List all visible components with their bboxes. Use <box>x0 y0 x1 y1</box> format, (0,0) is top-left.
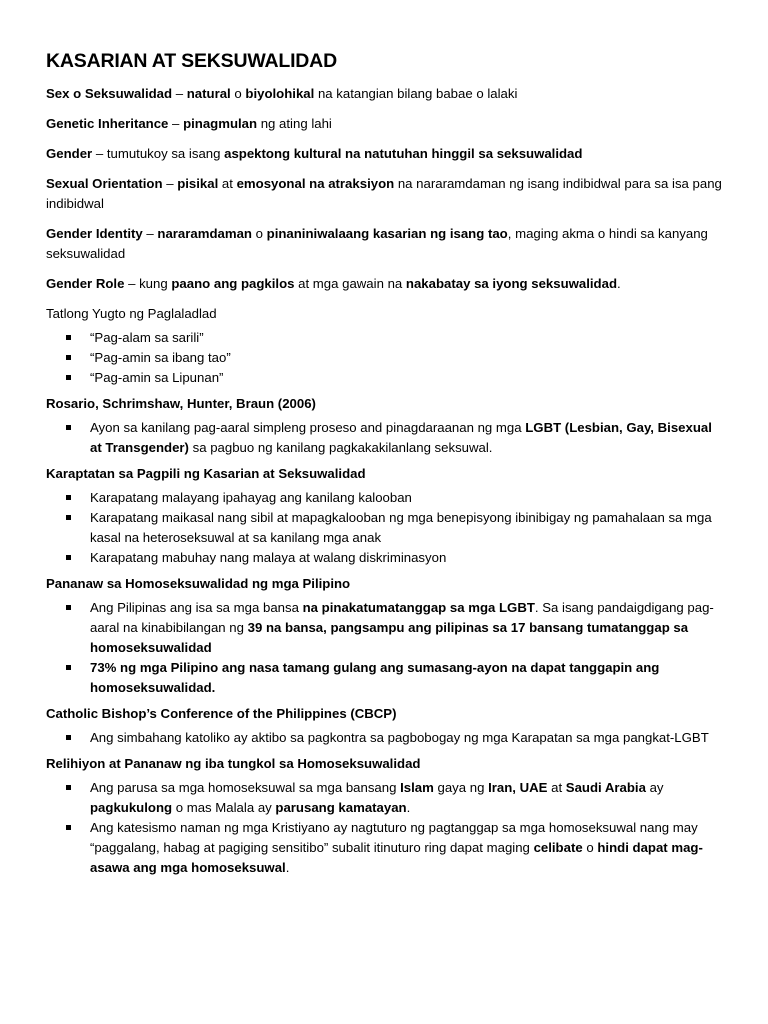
bullet-list <box>46 728 722 748</box>
bold-text: paano ang pagkilos <box>171 276 295 291</box>
bold-text: aspektong kultural na natutuhan hinggil sa seksuwalidad <box>224 146 583 161</box>
bold-text: Gender Identity <box>46 226 143 241</box>
text-run: o <box>582 840 598 855</box>
text-run: “Pag-alam sa sarili” <box>90 330 204 345</box>
text-run: . Sa isang pandaigdigang pag-aaral na kinabibilangan ng <box>90 600 714 635</box>
text-run: “Pag-amin sa ibang tao” <box>90 350 231 365</box>
bold-text: Genetic Inheritance <box>46 116 169 131</box>
bold-text: emosyonal na atraksiyon <box>236 176 395 191</box>
text-run: na nararamdaman ng isang indibidwal para sa isa pang indibidwal <box>46 176 722 211</box>
text-run: “Pag-amin sa Lipunan” <box>90 370 224 385</box>
section-heading-text: Pananaw sa Homoseksuwalidad ng mga Pilipino <box>46 576 351 591</box>
list-item <box>90 728 722 748</box>
section-heading <box>46 574 722 594</box>
text-run: Ang Pilipinas ang isa sa mga bansa <box>90 600 303 615</box>
list-item <box>90 598 722 658</box>
text-run: . <box>285 860 290 875</box>
section-heading-text: Rosario, Schrimshaw, Hunter, Braun (2006) <box>46 396 316 411</box>
bold-text: pinagmulan <box>183 116 258 131</box>
text-run: Karapatang mabuhay nang malaya at walang diskriminasyon <box>90 550 447 565</box>
bold-text: nararamdaman <box>157 226 252 241</box>
text-run: – <box>142 226 158 241</box>
bullet-list <box>46 488 722 568</box>
text-run: . <box>406 800 411 815</box>
bold-text: celibate <box>533 840 583 855</box>
document-title: KASARIAN AT SEKSUWALIDAD <box>46 50 337 72</box>
bold-text: nakabatay sa iyong seksuwalidad <box>405 276 617 291</box>
text-run: – <box>168 116 184 131</box>
text-run: ng ating lahi <box>257 116 332 131</box>
bold-text: na pinakatumatanggap sa mga LGBT <box>302 600 535 615</box>
text-run: Ayon sa kanilang pag-aaral simpleng proseso and pinagdaraanan ng mga <box>90 420 526 435</box>
text-run: o <box>251 226 267 241</box>
bullet-list <box>46 778 722 878</box>
bullet-list <box>46 598 722 698</box>
definitions-list <box>46 84 722 294</box>
bold-text: hindi dapat mag-asawa ang mga homoseksuwal <box>90 840 703 875</box>
bold-text: Gender <box>46 146 93 161</box>
text-run: Ang simbahang katoliko ay aktibo sa pagkontra sa pagbobogay ng mga Karapatan sa mga pangkat-LGBT <box>90 730 709 745</box>
text-run: Karapatang maikasal nang sibil at mapagkalooban ng mga benepisyong ibinibigay ng pamahalaan sa mga kasal na heteroseksuwal at sa kanilang mga anak <box>90 510 712 545</box>
definition-paragraph <box>46 274 722 294</box>
text-run: Karapatang malayang ipahayag ang kanilang kalooban <box>90 490 412 505</box>
text-run: na katangian bilang babae o lalaki <box>314 86 518 101</box>
definition-paragraph <box>46 174 722 214</box>
bold-text: LGBT (Lesbian, Gay, Bisexual at Transgender) <box>90 420 712 455</box>
text-run: at <box>547 780 566 795</box>
section-heading <box>46 304 722 324</box>
section-heading-text: Catholic Bishop’s Conference of the Philippines (CBCP) <box>46 706 397 721</box>
text-run: – kung <box>124 276 172 291</box>
list-item <box>90 348 722 368</box>
section-heading-text: Karaptatan sa Pagpili ng Kasarian at Seksuwalidad <box>46 466 366 481</box>
bold-text: parusang kamatayan <box>275 800 407 815</box>
text-run: Ang katesismo naman ng mga Kristiyano ay nagtuturo ng pagtanggap sa mga homoseksuwal nang may “paggalang, habag at pagiging sensitibo” subalit itinuturo ring dapat maging <box>90 820 698 855</box>
bold-text: Islam <box>400 780 434 795</box>
bold-text: pisikal <box>177 176 219 191</box>
text-run: Ang parusa sa mga homoseksuwal sa mga bansang <box>90 780 401 795</box>
bold-text: natural <box>186 86 231 101</box>
list-item <box>90 548 722 568</box>
definition-paragraph <box>46 224 722 264</box>
list-item <box>90 818 722 878</box>
text-run: sa pagbuo ng kanilang pagkakakilanlang seksuwal. <box>188 440 493 455</box>
bold-text: Saudi Arabia <box>565 780 646 795</box>
text-run: . <box>617 276 621 291</box>
section-heading <box>46 464 722 484</box>
text-run: – <box>172 86 187 101</box>
text-run: – tumutukoy sa isang <box>92 146 225 161</box>
bold-text: pinaniniwalaang kasarian ng isang tao <box>266 226 508 241</box>
text-run: – <box>162 176 178 191</box>
text-run: at mga gawain na <box>294 276 406 291</box>
list-item <box>90 658 722 698</box>
text-run: at <box>218 176 237 191</box>
text-run: o mas Malala ay <box>172 800 276 815</box>
section-heading-text: Relihiyon at Pananaw ng iba tungkol sa Homoseksuwalidad <box>46 756 421 771</box>
bullet-list <box>46 328 722 388</box>
list-item <box>90 508 722 548</box>
definition-paragraph <box>46 84 722 104</box>
list-item <box>90 328 722 348</box>
list-item <box>90 368 722 388</box>
section-heading <box>46 704 722 724</box>
text-run: ay <box>645 780 664 795</box>
section-heading <box>46 394 722 414</box>
bold-text: pagkukulong <box>90 800 173 815</box>
bold-text: Iran, UAE <box>488 780 548 795</box>
section-heading-text: Tatlong Yugto ng Paglaladlad <box>46 306 217 321</box>
bold-text: Gender Role <box>46 276 125 291</box>
sections-container <box>46 304 722 878</box>
section-heading <box>46 754 722 774</box>
list-item <box>90 418 722 458</box>
bold-text: biyolohikal <box>245 86 315 101</box>
text-run: , maging akma o hindi sa kanyang seksuwalidad <box>46 226 708 261</box>
list-item <box>90 488 722 508</box>
bullet-list <box>46 418 722 458</box>
definition-paragraph <box>46 144 722 164</box>
definition-paragraph <box>46 114 722 134</box>
bold-text: 39 na bansa, pangsampu ang pilipinas sa 17 bansang tumatanggap sa homoseksuwalidad <box>90 620 689 655</box>
bold-text: 73% ng mga Pilipino ang nasa tamang gulang ang sumasang-ayon na dapat tanggapin ang homoseksuwalidad. <box>90 660 660 695</box>
bold-text: Sexual Orientation <box>46 176 163 191</box>
list-item <box>90 778 722 818</box>
text-run: o <box>230 86 246 101</box>
bold-text: Sex o Seksuwalidad <box>46 86 173 101</box>
text-run: gaya ng <box>433 780 489 795</box>
